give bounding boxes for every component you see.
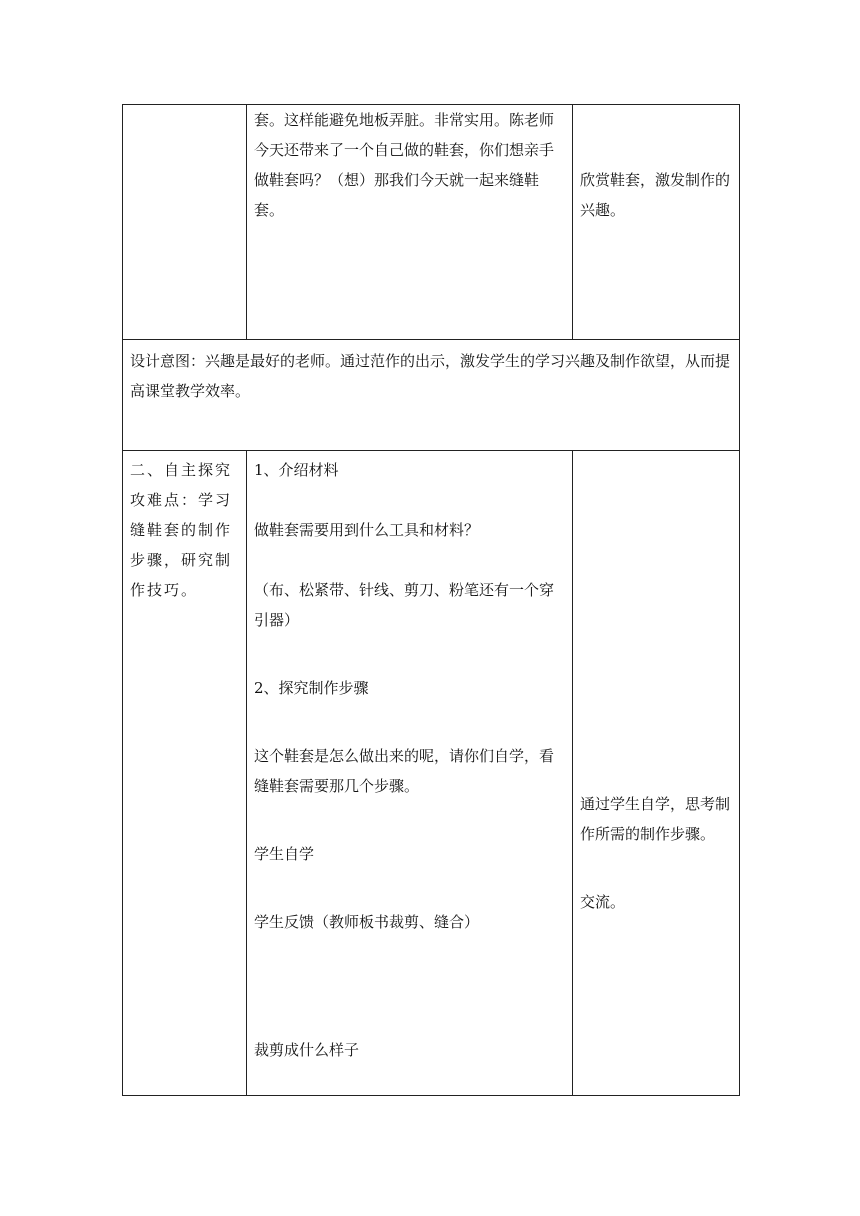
stage-text: 二、自主探究攻难点：学习缝鞋套的制作步骤，研究制作技巧。: [130, 461, 233, 599]
design-intent-cell: [123, 340, 740, 451]
student-feedback: 学生反馈（教师板书裁剪、缝合）: [254, 913, 480, 931]
intent-text: 欣赏鞋套，激发制作的兴趣。: [580, 171, 731, 219]
step-heading-explore: 2、探究制作步骤: [254, 679, 369, 697]
lesson-plan-table: [122, 104, 740, 1096]
process-cell: [247, 451, 573, 1096]
intent-cell: [573, 105, 740, 340]
student-self-study: 学生自学: [254, 845, 315, 863]
intent-exchange: 交流。: [580, 893, 626, 911]
table-row: [123, 340, 740, 451]
cutting-question: 裁剪成什么样子: [254, 1041, 360, 1059]
explore-question: 这个鞋套是怎么做出来的呢，请你们自学，看缝鞋套需要那几个步骤。: [254, 747, 555, 795]
table-row: [123, 105, 740, 340]
materials-list: （布、松紧带、针线、剪刀、粉笔还有一个穿引器）: [254, 581, 555, 629]
stage-cell-empty: [123, 105, 247, 340]
table-row: [123, 451, 740, 1096]
materials-question: 做鞋套需要用到什么工具和材料？: [254, 521, 480, 539]
process-cell: [247, 105, 573, 340]
step-heading-materials: 1、介绍材料: [254, 461, 339, 479]
intent-self-study: 通过学生自学，思考制作所需的制作步骤。: [580, 795, 731, 843]
design-intent-text: 设计意图：兴趣是最好的老师。通过范作的出示，激发学生的学习兴趣及制作欲望，从而提高课堂教学效率。: [130, 352, 731, 400]
process-text: 套。这样能避免地板弄脏。非常实用。陈老师今天还带来了一个自己做的鞋套，你们想亲手做鞋套吗？（想）那我们今天就一起来缝鞋套。: [254, 111, 555, 219]
intent-cell: [573, 451, 740, 1096]
stage-cell: [123, 451, 247, 1096]
